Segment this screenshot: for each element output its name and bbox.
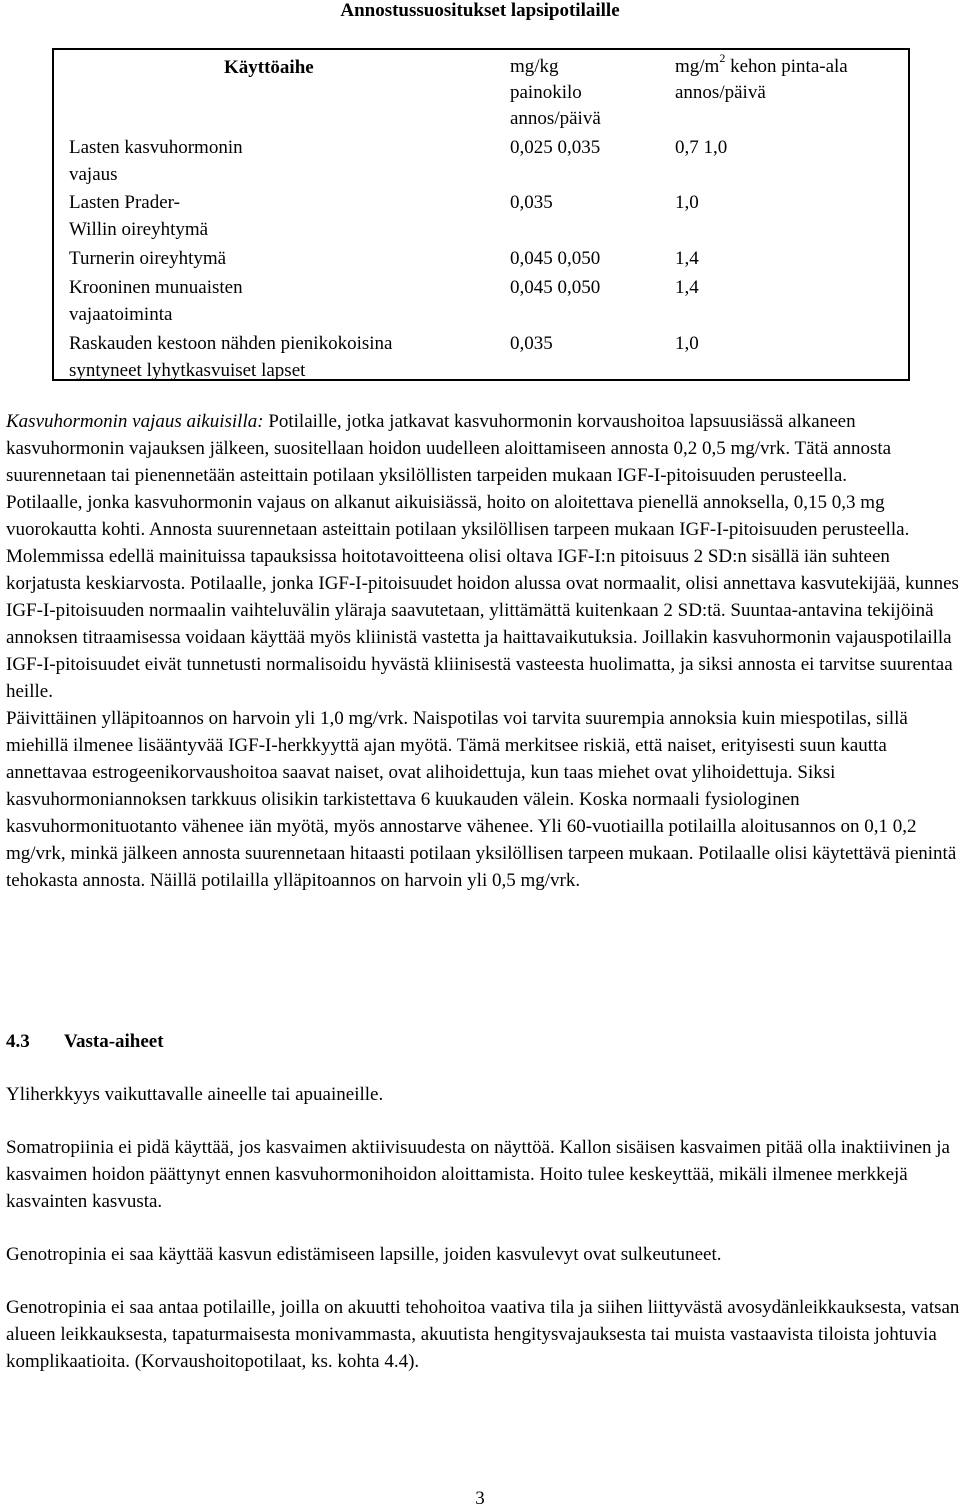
table-row-mg-per-kg: 0,035 [510,192,553,213]
section-title: Vasta-aiheet [64,1031,164,1052]
section-heading [6,1028,164,1055]
table-row-mg-per-kg: 0,045 0,050 [510,248,601,269]
table-row-mg-per-m2: 0,7 1,0 [675,137,728,158]
table-header-mg-per-m2 [675,50,905,106]
table-row-indication: Raskauden kestoon nähden pienikokoisina syntyneet lyhytkasvuiset lapset [69,333,393,381]
table-row-mg-per-m2: 1,4 [675,277,699,298]
table-row-indication: Turnerin oireyhtymä [69,248,227,269]
header-unit: mg/m [675,56,720,77]
adult-paragraph-text: Potilaille, jotka jatkavat kasvuhormonin korvaushoitoa lapsuusiässä alkaneen kasvuhormonin vajauksen jälkeen, suositellaan hoidon uudelleen aloittamiseen annosta 0,2 0,5 mg/vrk. Tätä annosta suurennetaan tai pienennetään asteittain potilaan yksilöllisten tarpeiden mukaan IGF-I-pitoisuuden perusteella. [6,411,892,486]
adult-paragraph: Molemmissa edellä mainituissa tapauksissa hoitotavoitteena olisi oltava IGF-I:n pitoisuus 2 SD:n sisällä iän suhteen korjatusta keskiarvosta. Potilaalle, jonka IGF-I-pitoisuudet hoidon alussa ovat normaalit, olisi annettava kasvutekijää, kunnes IGF-I-pitoisuuden normaalin vaihteluvälin yläraja saavutetaan, ylittämättä kuitenkaan 2 SD:tä. Suuntaa-antavina tekijöinä annoksen titraamisessa voidaan käyttää myös kliinistä vastetta ja haittavaikutuksia. Joillakin kasvuhormonin vajauspotilailla IGF-I-pitoisuudet eivät tunnetusti normalisoidu hyvästä kliinisestä vasteesta huolimatta, ja siksi annosta ei tarvitse suurentaa heille. [6,546,959,702]
table-row-indication: Krooninen munuaisten vajaatoiminta [69,277,243,325]
table-header-mg-per-kg: mg/kg painokilo annos/päivä [510,56,601,129]
adult-dosing-section [6,408,960,894]
header-superscript: 2 [719,50,726,65]
table-row-mg-per-m2: 1,0 [675,333,699,354]
adult-paragraph [6,408,960,489]
table-row-mg-per-m2: 1,0 [675,192,699,213]
contraindication-paragraph: Genotropinia ei saa käyttää kasvun edistämiseen lapsille, joiden kasvulevyt ovat sulkeutuneet. [6,1244,722,1265]
dosage-table [52,48,910,381]
contraindication-paragraph: Yliherkkyys vaikuttavalle aineelle tai apuaineille. [6,1084,384,1105]
contraindication-paragraph: Genotropinia ei saa antaa potilaille, joilla on akuutti tehohoitoa vaativa tila ja siihen liittyvästä avosydänleikkauksesta, vatsan alueen leikkauksesta, tapaturmaisesta monivammasta, akuutista hengitysvajauksesta tai muista vastaavista tiloista johtuvia komplikaatioita. (Korvaushoitopotilaat, ks. kohta 4.4). [6,1297,960,1372]
table-row-mg-per-kg: 0,035 [510,333,553,354]
adult-paragraph: Potilaalle, jonka kasvuhormonin vajaus on alkanut aikuisiässä, hoito on aloitettava pienellä annoksella, 0,15 0,3 mg vuorokautta kohti. Annosta suurennetaan asteittain potilaan yksilöllisen tarpeen mukaan IGF-I-pitoisuuden perusteella. [6,492,910,540]
header-rest: kehon pinta-ala annos/päivä [675,56,848,103]
adult-paragraph: Päivittäinen ylläpitoannos on harvoin yli 1,0 mg/vrk. Naispotilas voi tarvita suurempia annoksia kuin miespotilas, sillä miehillä ilmenee lisääntyvää IGF-I-herkkyyttä ajan myötä. Tämä merkitsee riskiä, että naiset, erityisesti suun kautta annettavaa estrogeenikorvaushoitoa saavat naiset, ovat alihoidettuja, kun taas miehet ovat ylihoidettuja. Siksi kasvuhormoniannoksen tarkkuus olisikin tarkistettava 6 kuukauden välein. Koska normaali fysiologinen kasvuhormonituotanto vähenee iän myötä, myös annostarve vähenee. Yli 60-vuotiailla potilailla aloitusannos on 0,1 0,2 mg/vrk, minkä jälkeen annosta suurennetaan hitaasti potilaan yksilöllisen tarpeen mukaan. Potilaalle olisi käytettävä pienintä tehokasta annosta. Näillä potilailla ylläpitoannos on harvoin yli 0,5 mg/vrk. [6,708,957,891]
section-number: 4.3 [6,1031,30,1052]
page-number: 3 [475,1488,485,1509]
contraindication-paragraph: Somatropiinia ei pidä käyttää, jos kasvaimen aktiivisuudesta on näyttöä. Kallon sisäisen kasvaimen pitää olla inaktiivinen ja kasvaimen hoidon päättynyt ennen kasvuhormonihoidon aloittamista. Hoito tulee keskeyttää, mikäli ilmenee merkkejä kasvainten kasvusta. [6,1137,950,1212]
table-row-mg-per-m2: 1,4 [675,248,699,269]
table-row-indication: Lasten kasvuhormonin vajaus [69,137,243,185]
adult-lead: Kasvuhormonin vajaus aikuisilla: [6,411,264,432]
page-title: Annostussuositukset lapsipotilaille [340,0,620,21]
table-header-indication: Käyttöaihe [224,57,314,78]
table-row-indication: Lasten Prader- Willin oireyhtymä [69,192,209,240]
table-row-mg-per-kg: 0,045 0,050 [510,277,601,298]
table-row-mg-per-kg: 0,025 0,035 [510,137,601,158]
